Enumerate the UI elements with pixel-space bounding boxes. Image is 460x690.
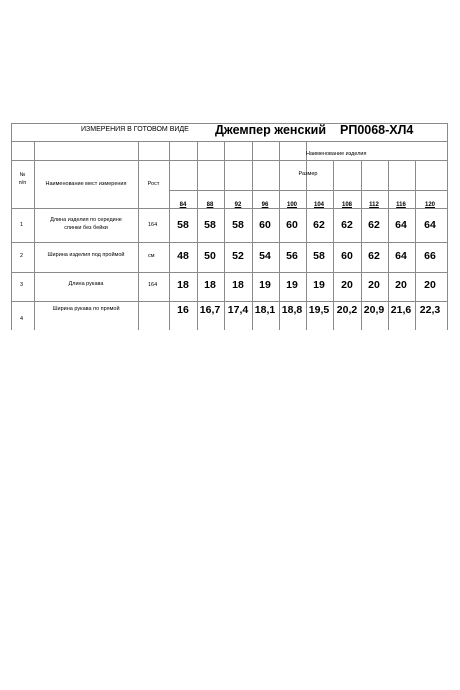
row-value: 48	[177, 250, 189, 262]
row-value: 66	[424, 250, 436, 262]
row-value: 62	[341, 219, 353, 231]
row-value: 60	[286, 219, 298, 231]
number-header-abbr: п/п	[18, 180, 27, 186]
col-border-num	[34, 141, 35, 330]
row-value: 19	[259, 279, 271, 291]
row-value: 52	[232, 250, 244, 262]
product-code: РП0068-ХЛ4	[340, 123, 414, 137]
height-header: Рост	[147, 181, 160, 187]
row-value: 20	[341, 279, 353, 291]
row-value: 16,7	[199, 304, 221, 316]
row-height: 164	[148, 222, 158, 228]
row-value: 64	[395, 250, 407, 262]
row-value: 20,2	[336, 304, 358, 316]
row-value: 18	[232, 279, 244, 291]
row-height: 164	[148, 282, 158, 288]
row-name	[34, 216, 138, 232]
measurements-label: ИЗМЕРЕНИЯ В ГОТОВОМ ВИДЕ	[81, 126, 189, 133]
row-number: 3	[20, 282, 24, 288]
row-value: 62	[368, 219, 380, 231]
row-value: 60	[259, 219, 271, 231]
row-value: 20	[368, 279, 380, 291]
row-name	[34, 251, 138, 259]
row-value: 18	[177, 279, 189, 291]
row-value: 18	[204, 279, 216, 291]
row-name-line: Длина изделия по середине	[50, 217, 122, 223]
row-name	[34, 280, 138, 288]
row-value: 58	[177, 219, 189, 231]
row-number: 2	[20, 253, 24, 259]
row-name-line: Ширина изделия под проймой	[47, 252, 125, 258]
row-value: 20	[424, 279, 436, 291]
row-value: 18,1	[254, 304, 276, 316]
row-value: 20,9	[363, 304, 385, 316]
size-label: 112	[369, 202, 379, 208]
row-value: 21,6	[390, 304, 412, 316]
row-value: 17,4	[227, 304, 249, 316]
col-border-name	[138, 141, 139, 330]
row-value: 56	[286, 250, 298, 262]
row-name-line: спинки без бейки	[64, 225, 108, 231]
row-name	[34, 305, 138, 313]
row-value: 58	[204, 219, 216, 231]
row-value: 64	[395, 219, 407, 231]
size-header: Размер	[298, 171, 318, 177]
row-value: 18,8	[281, 304, 303, 316]
row-3-border	[11, 301, 447, 302]
size-label: 84	[179, 202, 187, 208]
row-1-border	[11, 242, 447, 243]
size-label: 104	[313, 202, 324, 208]
measurement-header: Наименование мест измерения	[45, 181, 127, 187]
row-value: 54	[259, 250, 271, 262]
row-value: 64	[424, 219, 436, 231]
row-value: 62	[313, 219, 325, 231]
col-border-s9	[415, 160, 416, 330]
size-label: 100	[286, 202, 297, 208]
row-value: 20	[395, 279, 407, 291]
row-value: 19,5	[308, 304, 330, 316]
product-name-caption: Наименование изделия	[306, 151, 367, 157]
row-height: см	[148, 253, 155, 259]
row-number: 4	[20, 316, 24, 322]
size-label: 92	[234, 202, 242, 208]
row-value: 16	[177, 304, 189, 316]
row-number: 1	[20, 222, 24, 228]
header-bottom-border	[11, 208, 447, 209]
row-value: 60	[341, 250, 353, 262]
row-name-line: Длина рукава	[68, 281, 104, 287]
row-2-border	[11, 272, 447, 273]
row-value: 22,3	[419, 304, 441, 316]
col-border-left	[11, 123, 12, 330]
col-border-right	[447, 123, 448, 330]
number-header	[11, 171, 34, 187]
row-value: 62	[368, 250, 380, 262]
row-value: 58	[313, 250, 325, 262]
size-header-border	[169, 190, 447, 191]
product-title: Джемпер женский	[215, 123, 327, 137]
title-row-border	[11, 141, 447, 142]
row-value: 19	[286, 279, 298, 291]
caption-row-border	[11, 160, 447, 161]
size-label: 120	[424, 202, 435, 208]
size-label: 88	[206, 202, 214, 208]
size-label: 108	[341, 202, 352, 208]
row-name-line: Ширина рукава по прямой	[52, 306, 120, 312]
size-label: 116	[396, 202, 406, 208]
row-value: 19	[313, 279, 325, 291]
row-value: 50	[204, 250, 216, 262]
number-header-sign: №	[19, 172, 26, 178]
size-label: 96	[261, 202, 269, 208]
row-value: 58	[232, 219, 244, 231]
